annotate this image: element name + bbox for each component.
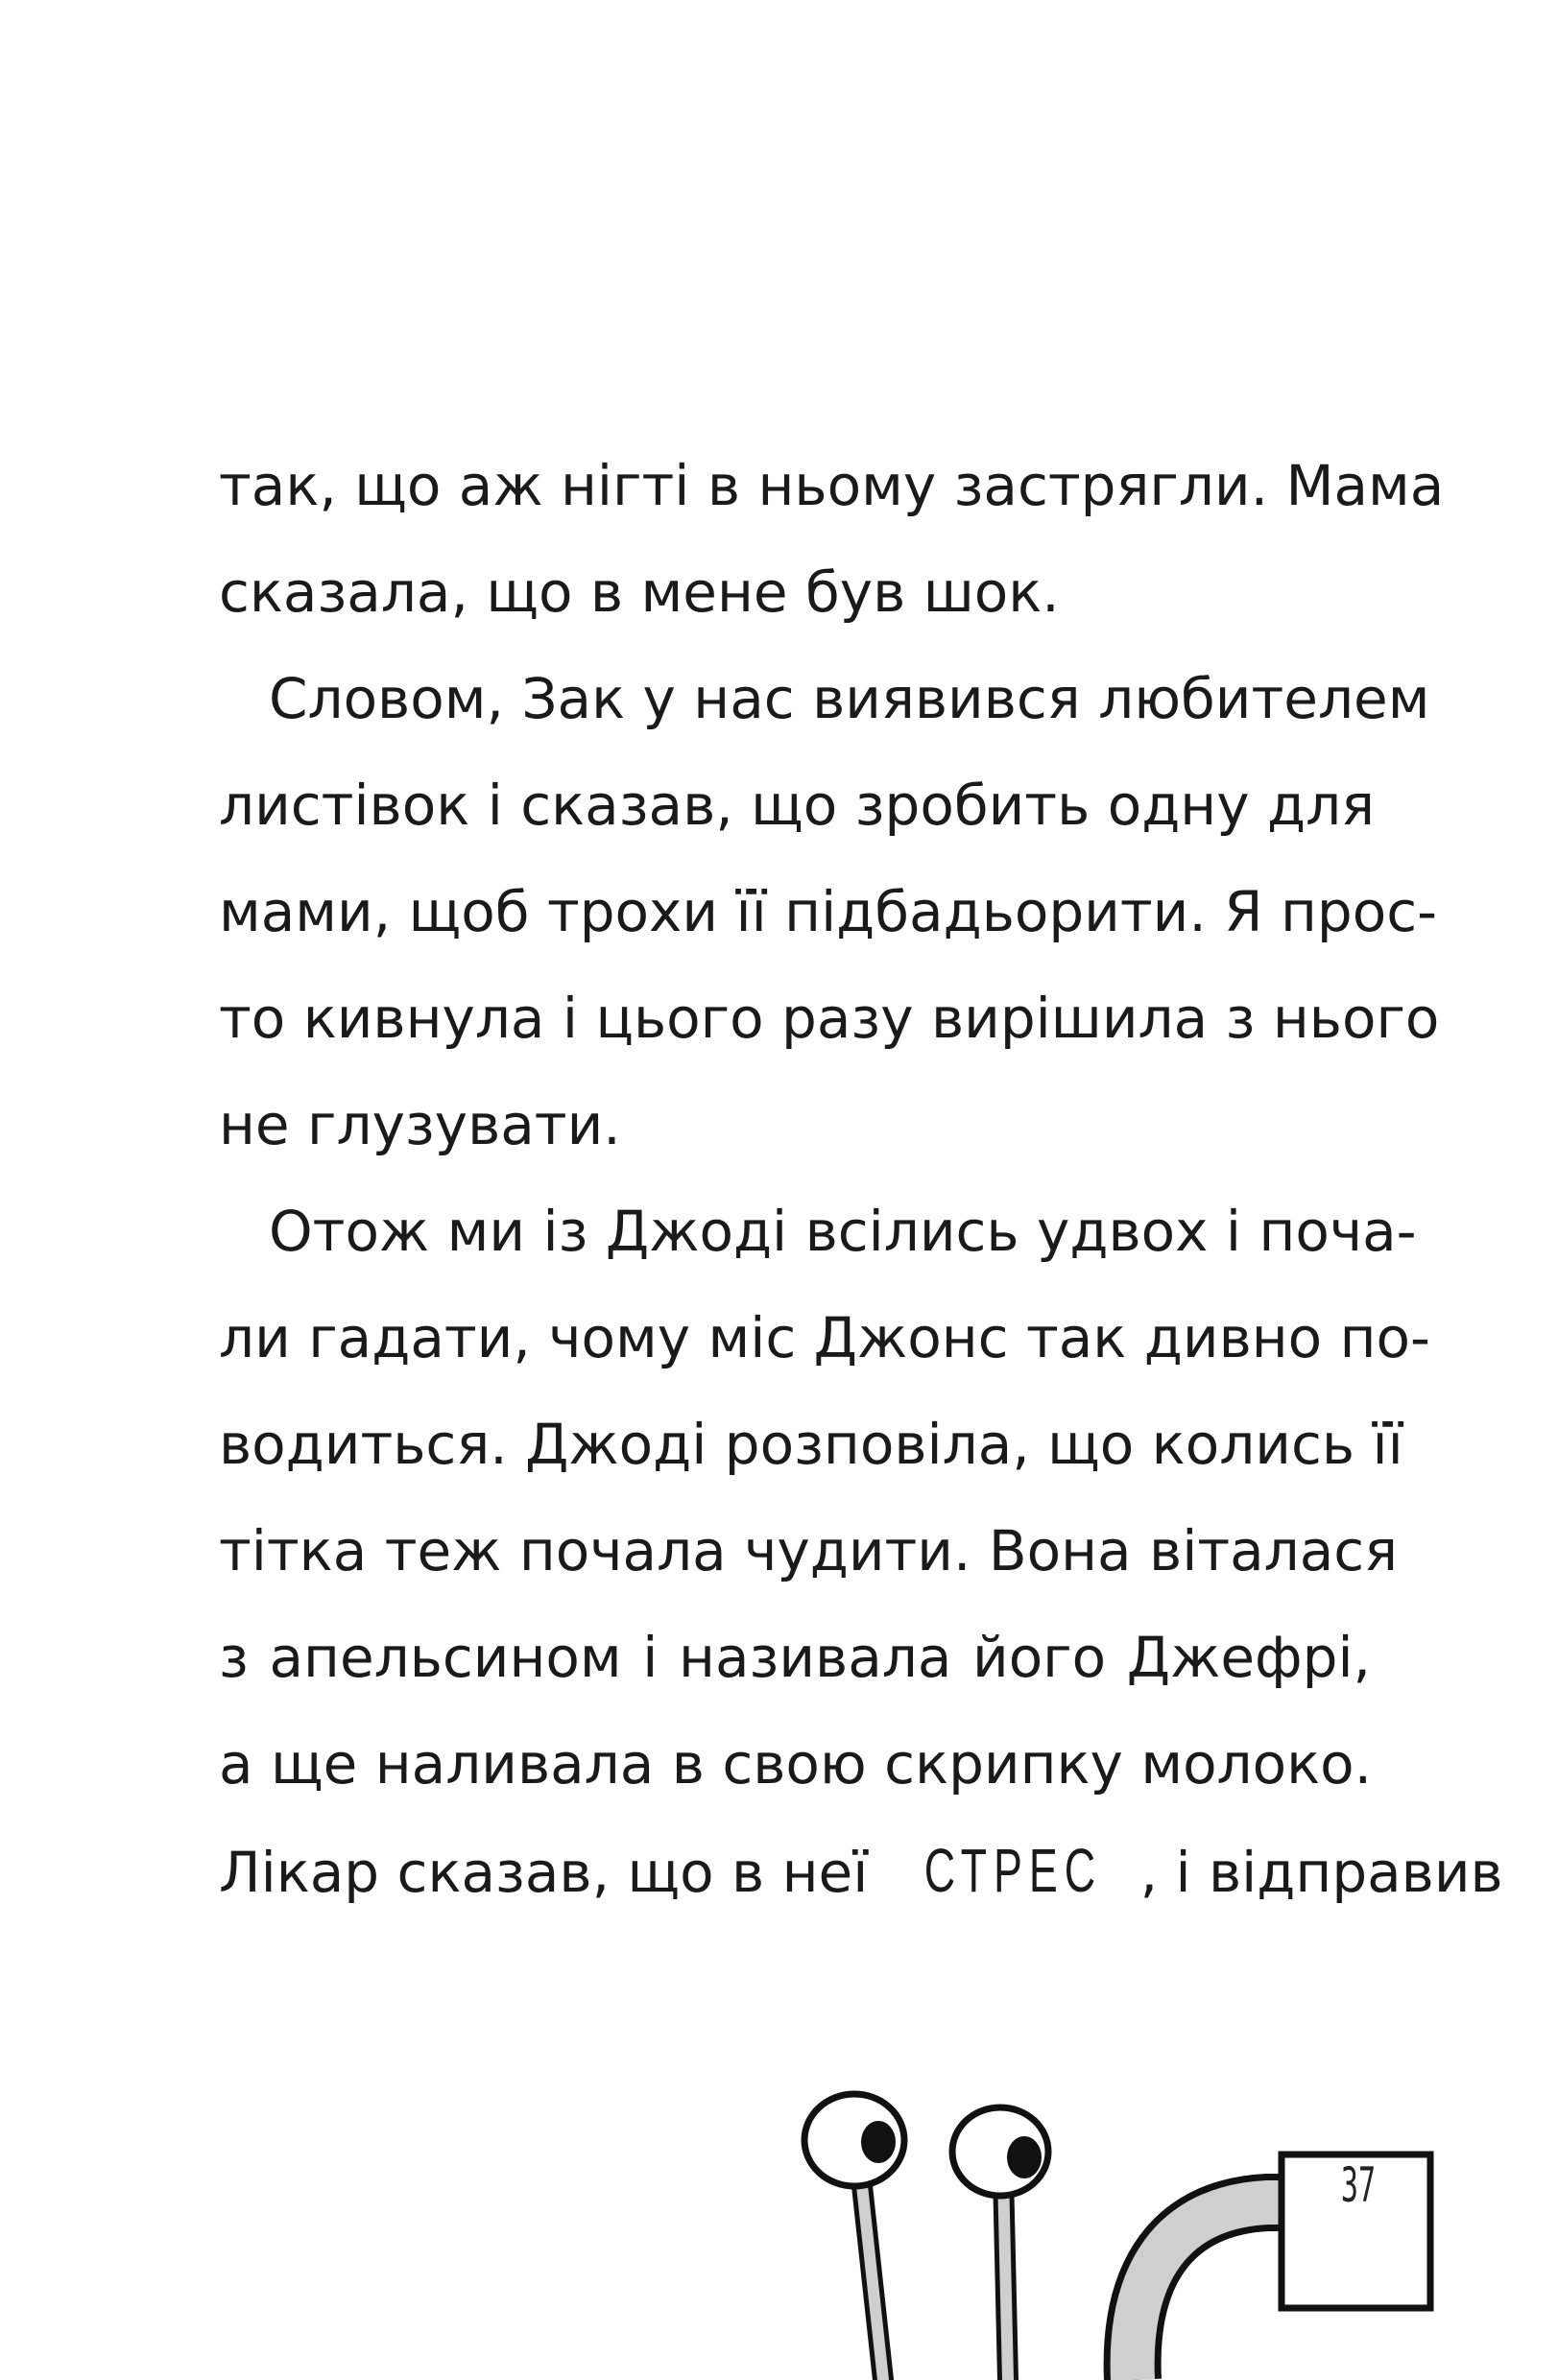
text-line: так, що аж нігті в ньому застрягли. Мама	[219, 453, 1445, 518]
text-line: тітка теж почала чудити. Вона віталася	[219, 1518, 1399, 1583]
text-line: Отож ми із Джоді всілись удвох і поча-	[269, 1199, 1417, 1264]
eye-icon	[804, 2094, 904, 2380]
emphasis-word: СТРЕС	[923, 1836, 1102, 1905]
text-line: листівок і сказав, що зробить одну для	[219, 773, 1376, 838]
text-line: водиться. Джоді розповіла, що колись її	[219, 1412, 1403, 1477]
text-line: ли гадати, чому міс Джонс так дивно по-	[219, 1305, 1430, 1370]
text-line-with-emphasis	[219, 1836, 1503, 1942]
text-line: а ще наливала в свою скрипку молоко.	[219, 1731, 1373, 1797]
text-line: з апельсином і називала його Джефрі,	[219, 1625, 1371, 1690]
text-line: то кивнула і цього разу вирішила з нього	[219, 986, 1440, 1051]
body-text	[219, 451, 1503, 1942]
text-line: сказала, що в мене був шок.	[219, 559, 1060, 625]
text-line: мами, щоб трохи її підбадьорити. Я прос-	[219, 879, 1438, 944]
text-fragment: Лікар сказав, що в неї	[219, 1840, 886, 1905]
text-line: не глузувати.	[219, 1092, 621, 1157]
text-line: Словом, Зак у нас виявився любителем	[269, 666, 1430, 731]
snail-illustration	[787, 2082, 1558, 2380]
page-number: 37	[1340, 2157, 1377, 2213]
text-fragment: , і відправив	[1139, 1840, 1503, 1905]
eye-icon	[952, 2107, 1048, 2380]
